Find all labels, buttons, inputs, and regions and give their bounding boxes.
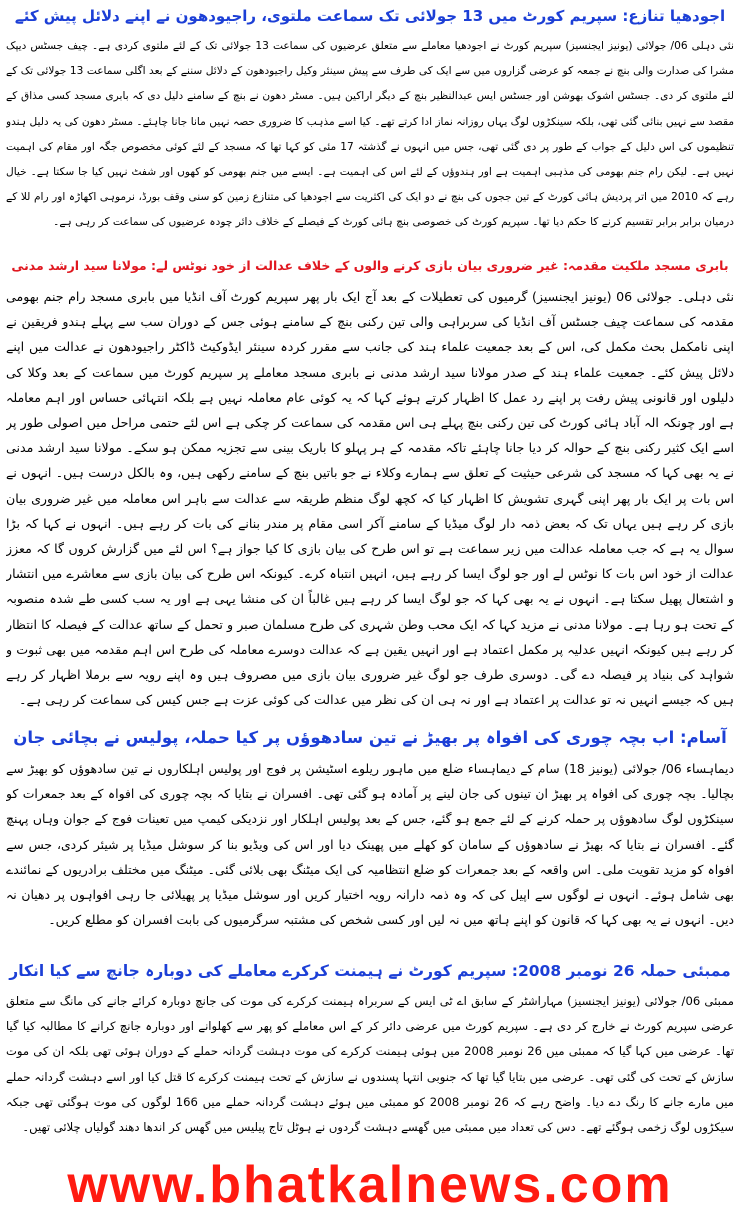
headline: بابری مسجد ملکیت مقدمہ: غیر ضروری بیان بازی کرنے والوں کے خلاف عدالت از خود نوٹس لے: مولانا سید ارشد مدنی <box>11 258 729 273</box>
site-url[interactable]: www.bhatkalnews.com <box>67 1160 673 1211</box>
article-mumbai-attack <box>6 955 734 1157</box>
headline: اجودھیا تنازع: سپریم کورٹ میں 13 جولائی تک سماعت ملتوی، راجیودھون نے اپنے دلائل پیش کئے <box>14 7 726 25</box>
article-body: نئی دہلی 06/ جولائی (یونیز ایجنسیز) سپریم کورٹ نے اجودھیا معاملے سے متعلق عرضیوں کی سماعت 13 جولائی تک کے لئے ملتوی کردی ہے۔ چیف جسٹس دیپک مشرا کی صدارت والی بنچ نے جمعہ کو عرضی گزاروں میں سے ایک کی طرف سے پیش سینئر وکیل راجیودھون کے دلائل سننے کے بعد اگلی سماعت 13 جولائی تک کے لئے ملتوی کر دی۔ جسٹس اشوک بھوشن اور جسٹس ایس عبدالنظیر بنچ کے دیگر اراکین ہیں۔ مسٹر دھون نے بنچ کے سامنے دلیل دی کہ بابری مسجد کسی مذاق کے مقصد سے نہیں بنائی گئی تھی، بلکہ سینکڑوں لوگ یہاں روزانہ نماز ادا کرتے تھے۔ کیا اسے مذہب کا ضروری حصہ نہیں مانا جانا چاہئے۔ مسٹر دھون کی یہ دلیل ہندو تنظیموں کی اس دلیل کے جواب کے طور پر دی گئی تھی، جس میں انہوں نے گذشتہ 17 مئی کو کہا تھا کہ مسجد کے لئے کوئی مخصوص جگہ اور مقام کی اہمیت نہیں ہے۔ لیکن رام جنم بھومی کی مذہبی اہمیت ہے اور ہندوؤں کے لئے اس کی اہمیت ہے۔ ایسے میں جنم بھومی کو کھوں اور شفٹ نہیں کیا جا سکتا ہے۔ خیال رہے کہ 2010 میں اتر پردیش ہائی کورٹ کے تین ججوں کی بنچ نے دو ایک کی اکثریت سے اجودھیا کی متنازع زمین کو سنی وقف بورڈ، نرموہی اکھاڑہ اور رام للا کے درمیان برابر برابر تقسیم کرنے کا حکم دیا تھا۔ سپریم کورٹ کی خصوصی بنچ ہائی کورٹ کے فیصلے کے خلاف دائر چودہ عرضیوں کی سماعت کر رہی ہے۔ <box>6 40 734 229</box>
headline: آسام: اب بچہ چوری کی افواہ پر بھیڑ نے تین سادھوؤں پر کیا حملہ، پولیس نے بچائی جان <box>13 728 727 747</box>
headline: ممبئی حملہ 26 نومبر 2008: سپریم کورٹ نے ہیمنت کرکرے معاملے کی دوبارہ جانچ سے کیا انکار <box>9 962 731 980</box>
article-body: دیماہساء 06/ جولائی (یونیز 18) سام کے دیماہساء ضلع میں ماہور ریلوے اسٹیشن پر فوج اور پولیس اہلکاروں نے تین سادھوؤں کو بھیڑ سے بچالیا۔ بچہ چوری کی افواہ پر بھیڑ ان تینوں کی جان لینے پر آمادہ ہو گئی تھی۔ افسران نے بتایا کہ بچہ چوری کی افواہ کے بعد جمعرات کو سینکڑوں لوگ سادھوؤں پر حملہ کرنے کے لئے جمع ہو گئے، جس کے بعد پولیس اہلکار اور نزدیکی کیمپ میں تعینات فوج کے جوان وہاں پہنچ گئے۔ افسران نے بتایا کہ بھیڑ نے سادھوؤں کے سامان کو کھلے میں پھینک دیا اور اس کی ویڈیو بنا کر سوشل میڈیا پر شیئر کردی، جس سے افواہ کو مزید تقویت ملی۔ اس واقعہ کے بعد جمعرات کو ضلع انتظامیہ کی ایک میٹنگ بھی بلائی گئی۔ میٹنگ میں مختلف برادریوں کے نمائندے بھی شامل ہوئے۔ انہوں نے لوگوں سے اپیل کی کہ وہ ذمہ دارانہ رویہ اختیار کریں اور سوشل میڈیا پر پھیلائی جا رہی افواہوں پر دھیان نہ دیں۔ انہوں نے یہ بھی کہا کہ قانون کو اپنے ہاتھ میں نہ لیں اور کسی شخص کی مشتبہ سرگرمیوں کی بابت افسران کو مطلع کریں۔ <box>6 761 734 928</box>
article-body: نئی دہلی۔ جولائی 06 (یونیز ایجنسیز) گرمیوں کی تعطیلات کے بعد آج ایک بار پھر سپریم کورٹ آف انڈیا میں بابری مسجد رام جنم بھومی مقدمہ کی سماعت چیف جسٹس آف انڈیا کی سربراہی والی تین رکنی بنچ کے سامنے ہوئی جس کے دوران سب سے پہلے ہندو فریقین نے اپنی نامکمل بحث مکمل کی، اس کے بعد جمعیت علماء ہند کی جانب سے مقرر کردہ سینئر ایڈوکیٹ ڈاکٹر راجیودھون نے عدالت میں اپنے دلائل پیش کئے۔ جمعیت علماء ہند کے صدر مولانا سید ارشد مدنی نے بابری مسجد معاملے پر سپریم کورٹ میں سماعت کے بعد وکلا کی دلیلوں اور قانونی پیش رفت پر اپنے رد عمل کا اظہار کرتے ہوئے کہا کہ یہ کوئی عام معاملہ نہیں ہے بلکہ انتہائی حساس اور اہم معاملہ ہے اور چونکہ الہ آباد ہائی کورٹ کی تین رکنی بنچ پہلے ہی اس مقدمہ کی سماعت کر چکی ہے اس لئے حتمی مراحل میں اصولی طور پر اسے ایک کثیر رکنی بنچ کے حوالہ کر دیا جانا چاہئے تاکہ مقدمہ کے ہر پہلو کا باریک بینی سے تجزیہ ممکن ہو سکے۔ مولانا سید ارشد مدنی نے یہ بھی کہا کہ مسجد کی شرعی حیثیت کے تعلق سے ہمارے وکلاء نے جو باتیں بنچ کے سامنے رکھی ہیں، وہ بالکل درست ہیں۔ انہوں نے اس بات پر ایک بار پھر اپنی گہری تشویش کا اظہار کیا کہ کچھ لوگ منظم طریقہ سے عدالت سے باہر اس معاملہ میں غیر ضروری بیان بازی کر رہے ہیں یہاں تک کہ بعض ذمہ دار لوگ میڈیا کے سامنے آکر اسی مقام پر مندر بنانے کی بات کر رہے ہیں۔ انہوں نے کہا کہ بڑا سوال یہ ہے کہ جب معاملہ عدالت میں زیر سماعت ہے تو اس طرح کی بیان بازی کا کیا جواز ہے؟ اس لئے میں گزارش کروں گا کہ معزز عدالت از خود اس بات کا نوٹس لے اور جو لوگ ایسا کر رہے ہیں، انہیں انتباہ کرے۔ کیونکہ اس طرح کی بیان بازی سے معاشرے میں انتشار و اشتعال پھیل سکتا ہے۔ انہوں نے یہ بھی کہا کہ جو لوگ ایسا کر رہے ہیں غالباً ان کی منشا یہی ہے اور یہ سب کسی طے شدہ منصوبہ کے تحت ہو رہا ہے۔ مولانا مدنی نے مزید کہا کہ ایک محب وطن شہری کی طرح مسلمان صبر و تحمل کے ساتھ عدالت کے فیصلہ کا انتظار کر رہے ہیں کیونکہ انہیں عدلیہ پر مکمل اعتماد ہے اور انہیں یقین ہے کہ عدالت دوسرے معاملہ کی طرح اس اہم مقدمہ میں بھی ثبوت و شواہد کی بنیاد پر فیصلہ دے گی۔ دوسری طرف جو لوگ غیر ضروری بیان بازی میں مصروف ہیں وہ اپنے رویہ سے برملا اظہار کر رہے ہیں کہ جیسے انہیں نہ تو عدالت پر اعتماد ہے اور نہ ہی ان کی نظر میں عدالت کی کوئی عزت ہے جس کیس کی سماعت کر رہی ہے۔ <box>6 289 734 708</box>
article-babri-masjid <box>6 250 734 724</box>
article-assam-mob <box>6 722 734 953</box>
article-body: ممبئی 06/ جولائی (یونیز ایجنسیز) مہاراشٹر کے سابق اے ٹی ایس کے سربراہ ہیمنت کرکرے کی موت کی جانچ دوبارہ کرائے جانے کی مانگ سے متعلق عرضی سپریم کورٹ نے خارج کر دی ہے۔ سپریم کورٹ میں عرضی دائر کر کے اس معاملے کو پھر سے کھلوانے اور دوبارہ جانچ کرانے کا مطالبہ کیا گیا تھا۔ عرضی میں کہا گیا کہ ممبئی میں 26 نومبر 2008 میں ہوئی ہیمنت کرکرے کی موت دہشت گردانہ حملے کے دوران ہوئی تھی بلکہ ان کی موت سازش کے تحت کی گئی تھی۔ عرضی میں بتایا گیا تھا کہ جنوبی انتہا پسندوں نے سازش کے تحت ہیمنت کرکرے کا قتل کیا اور اسے دہشت گردانہ حملے میں مارے جانے کا رنگ دے دیا۔ واضح رہے کہ 26 نومبر 2008 کو ممبئی میں ہوئے دہشت گردانہ حملے میں 166 لوگوں کی موت ہوگئی تھی جبکہ سیکڑوں لوگ زخمی ہوگئے تھے۔ دس کی تعداد میں ممبئی میں گھسے دہشت گردوں نے ہوٹل تاج پیلیس میں گھس کر اندھا دھند گولیاں چلائی تھیں۔ <box>6 994 734 1135</box>
article-ayodhya-hearing <box>6 0 734 252</box>
